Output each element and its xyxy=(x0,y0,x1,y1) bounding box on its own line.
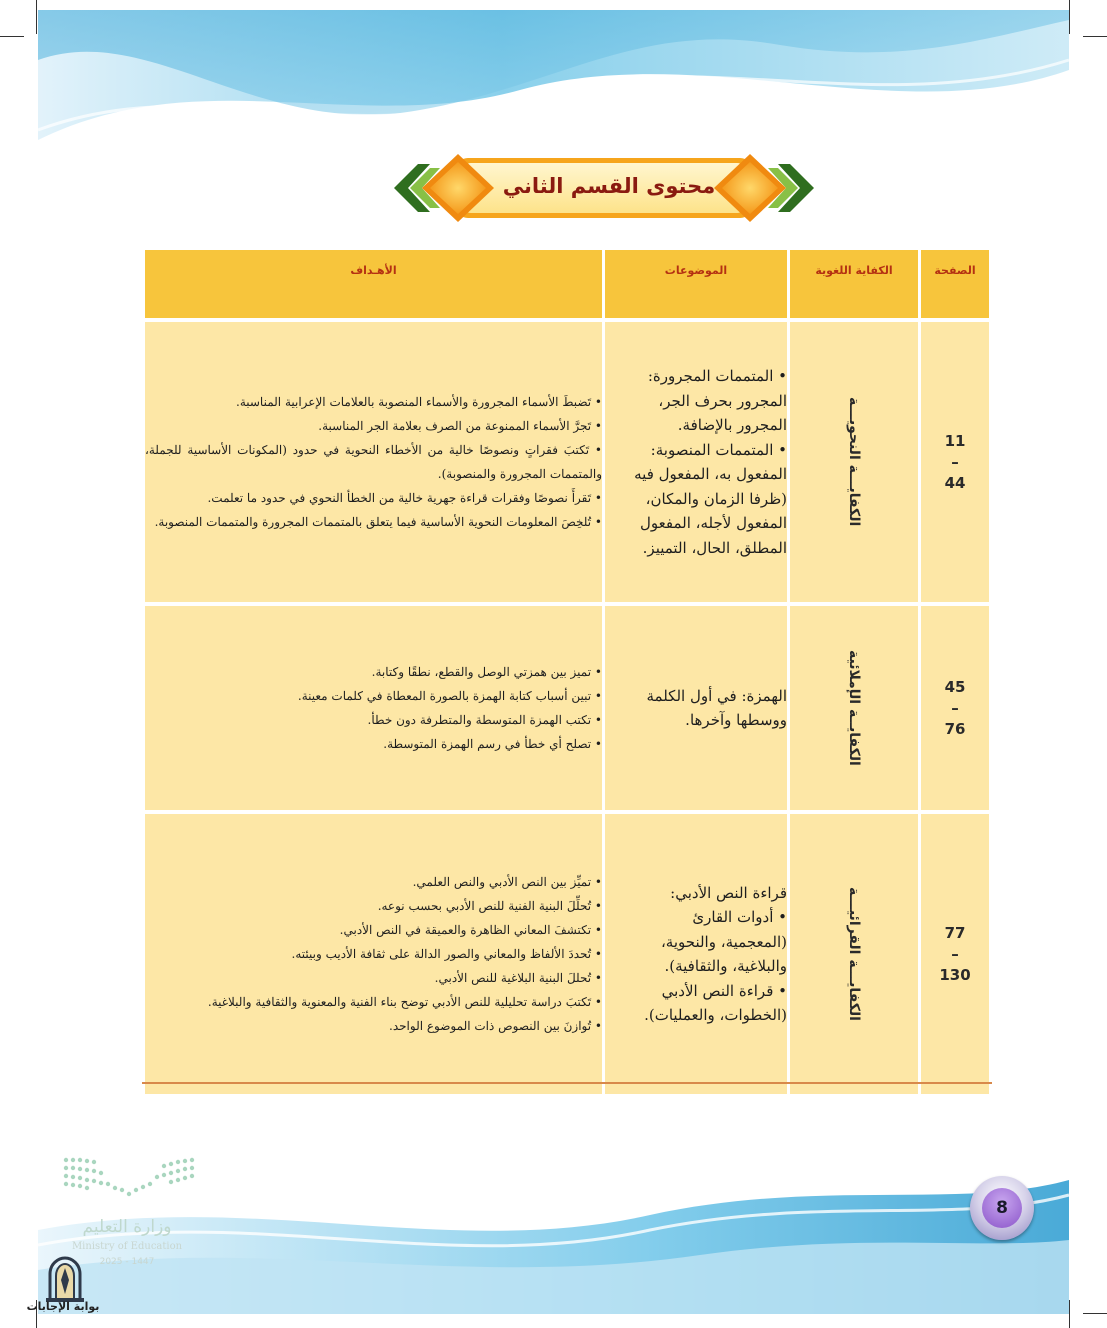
topic-line: • أدوات القارئ xyxy=(692,908,787,926)
crop-mark xyxy=(1083,36,1107,37)
goals-cell xyxy=(145,606,602,810)
page-to: 130 xyxy=(939,965,971,984)
page-from: 11 xyxy=(944,431,966,450)
topic-line: (ظرفا الزمان والمكان، xyxy=(645,489,787,508)
page-number: 8 xyxy=(982,1188,1022,1228)
page-separator: – xyxy=(951,944,959,963)
header-goals: الأهـداف xyxy=(145,250,602,318)
topic-line: الهمزة: في أول الكلمة xyxy=(646,686,787,705)
goals-cell xyxy=(145,814,602,1094)
crop-mark xyxy=(0,36,24,37)
table-bottom-rule xyxy=(142,1082,992,1084)
goal-item: • تصلح أي خطأ في رسم الهمزة المتوسطة. xyxy=(145,732,602,756)
goal-item: • تميز بين همزتي الوصل والقطع، نطقًا وكتابة. xyxy=(145,660,602,684)
goal-item: • تَجرَّ الأسماء الممنوعة من الصرف بعلامة الجر المناسبة. xyxy=(145,414,602,438)
skill-label: الكفايــة الإملائية xyxy=(846,650,862,766)
topic-line: (الخطوات، والعمليات). xyxy=(644,1006,787,1024)
page-separator: – xyxy=(951,698,959,717)
topic-line: قراءة النص الأدبي: xyxy=(670,883,787,902)
topic-line: ووسطها وآخرها. xyxy=(685,711,787,729)
page-separator: – xyxy=(951,452,959,471)
skill-label: الكفايـــة القرائيـــة xyxy=(846,887,862,1021)
crop-mark xyxy=(1083,1313,1107,1314)
table-header-row xyxy=(145,250,989,318)
topic-line: (المعجمية، والنحوية، xyxy=(660,932,787,951)
topic-line: المجرور بالإضافة. xyxy=(677,416,787,434)
goals-cell xyxy=(145,322,602,602)
skill-label: الكفايـــة النحويـــة xyxy=(846,397,862,527)
goal-item: • تَكتبَ فقراتٍ ونصوصًا خالية من الأخطاء النحوية في حدود (المكونات الأساسية للجملة، والمتممات المجرورة والمنصوبة). xyxy=(145,438,602,486)
topic-cell xyxy=(605,322,787,602)
topic-line: المفعول لأجله، المفعول xyxy=(640,514,787,532)
topic-line: المفعول به، المفعول فيه xyxy=(634,465,787,483)
page-range-cell xyxy=(921,322,989,602)
skill-cell xyxy=(790,606,918,810)
goal-item: • تكتب الهمزة المتوسطة والمتطرفة دون خطأ. xyxy=(145,708,602,732)
crop-mark xyxy=(1069,0,1070,34)
goal-item: • تكتشفَ المعاني الظاهرة والعميقة في النص الأدبي. xyxy=(145,918,602,942)
crop-mark xyxy=(36,0,37,34)
goal-item: • تَقرأَ نصوصًا وفقرات قراءة جهرية خالية من الخطأ النحوي في حدود ما تعلمت. xyxy=(145,486,602,510)
goal-item: • تميِّز بين النص الأدبي والنص العلمي. xyxy=(145,870,602,894)
topic-line: والبلاغية، والثقافية). xyxy=(664,957,787,975)
topic-cell xyxy=(605,814,787,1094)
page-from: 77 xyxy=(944,923,966,942)
content-table xyxy=(142,250,992,1094)
goal-item: • تبين أسباب كتابة الهمزة بالصورة المعطاة في كلمات معينة. xyxy=(145,684,602,708)
page-range-cell xyxy=(921,814,989,1094)
svg-text:2025 - 1447: 2025 - 1447 xyxy=(99,1257,155,1267)
table-row xyxy=(145,814,989,1094)
goal-item: • تَكتبَ دراسة تحليلية للنص الأدبي توضح بناء الفنية والمعنوية والثقافية والبلاغية. xyxy=(145,990,602,1014)
page-to: 76 xyxy=(944,719,966,738)
svg-text:Ministry of Education: Ministry of Education xyxy=(71,1241,183,1252)
crop-mark xyxy=(1069,1300,1070,1328)
goal-item: • تُحددَ الألفاظ والمعاني والصور الدالة على ثقافة الأديب وبيئته. xyxy=(145,942,602,966)
table-row xyxy=(145,606,989,810)
goal-item: • تُوازنَ بين النصوص ذات الموضوع الواحد. xyxy=(145,1014,602,1038)
header-page: الصفحة xyxy=(921,250,989,318)
topic-line: المجرور بحرف الجر، xyxy=(658,391,787,410)
header-topics: الموضوعات xyxy=(605,250,787,318)
goal-item: • تَضبطَ الأسماء المجرورة والأسماء المنصوبة بالعلامات الإعرابية المناسبة. xyxy=(145,390,602,414)
page-to: 44 xyxy=(944,473,966,492)
goal-item: • تُلخِصَ المعلومات النحوية الأساسية فيما يتعلق بالمتممات المجرورة والمتممات المنصوبة. xyxy=(145,510,602,534)
page-number-badge xyxy=(970,1176,1034,1240)
header-skill: الكفاية اللغوية xyxy=(790,250,918,318)
goal-item: • تُحلِّلَ البنية الفنية للنص الأدبي بحسب نوعه. xyxy=(145,894,602,918)
skill-cell xyxy=(790,322,918,602)
topic-cell xyxy=(605,606,787,810)
goal-item: • تُحللَ البنية البلاغية للنص الأدبي. xyxy=(145,966,602,990)
site-logo-label: بوابة الإجابات xyxy=(26,1300,100,1313)
topic-line: • المتممات المنصوبة: xyxy=(650,440,787,459)
skill-cell xyxy=(790,814,918,1094)
table-row xyxy=(145,322,989,602)
section-title: محتوى القسم الثاني xyxy=(502,174,716,198)
topic-line: • قراءة النص الأدبي xyxy=(661,981,787,1000)
page-range-cell xyxy=(921,606,989,810)
page-from: 45 xyxy=(944,677,966,696)
ministry-of-education-logo xyxy=(60,1152,200,1270)
svg-text:وزارة التعليم: وزارة التعليم xyxy=(82,1217,172,1237)
topic-line: • المتممات المجرورة: xyxy=(647,367,787,385)
topic-line: المطلق، الحال، التمييز. xyxy=(642,538,787,557)
